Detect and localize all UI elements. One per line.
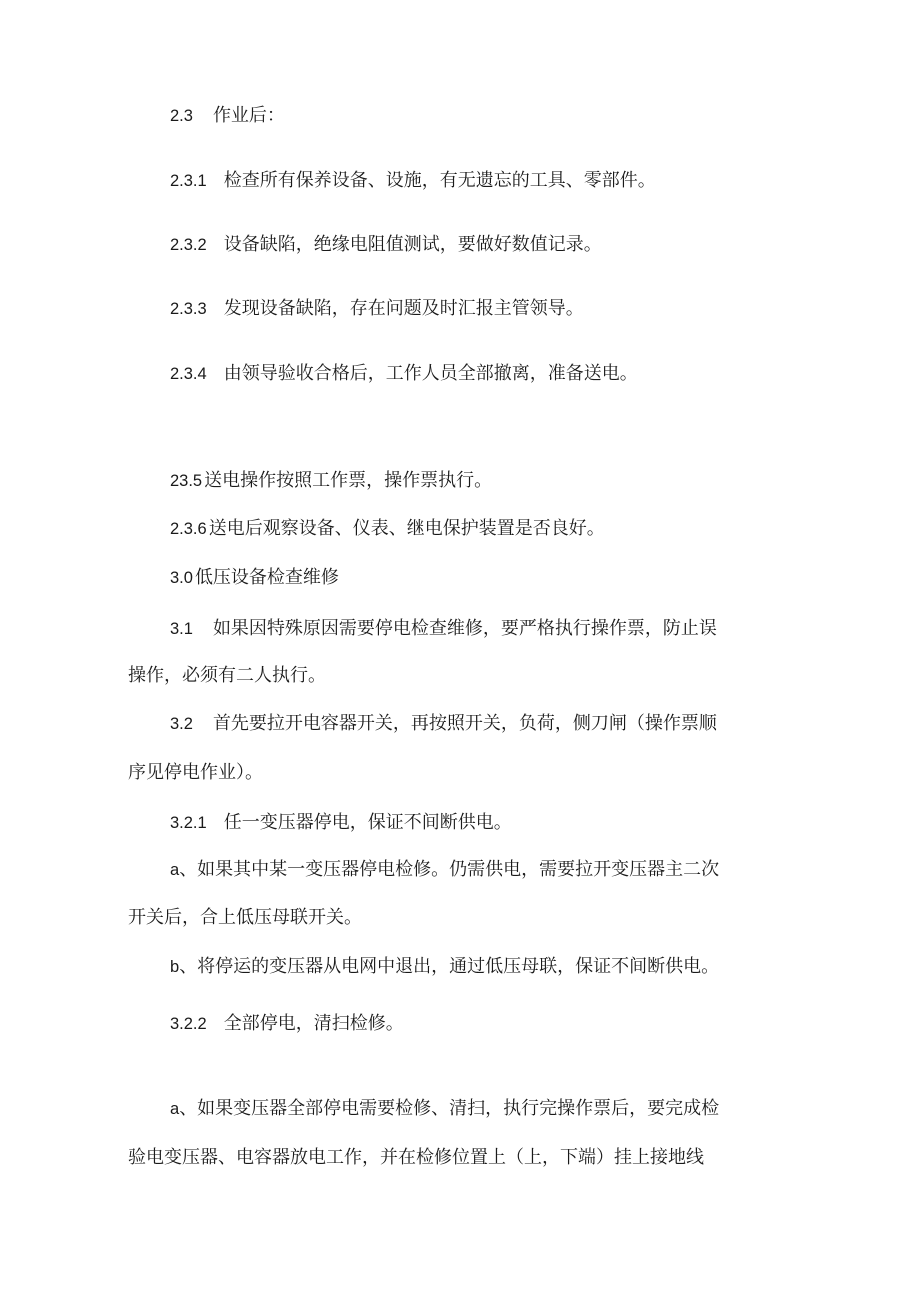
paragraph-text: 送电操作按照工作票，操作票执行。 [204, 470, 493, 491]
paragraph-2-3-2 [170, 233, 602, 257]
paragraph-3-1-continuation: 操作，必须有二人执行。 [128, 665, 326, 686]
paragraph-23-5 [170, 469, 492, 493]
paragraph-3-2-continuation: 序见停电作业）。 [128, 762, 263, 783]
paragraph-text: 发现设备缺陷，存在问题及时汇报主管领导。 [223, 298, 584, 319]
section-number: 2.3.2 [170, 236, 207, 254]
paragraph-text: 由领导验收合格后，工作人员全部撤离，准备送电。 [223, 363, 638, 384]
paragraph-2-3 [170, 104, 285, 128]
section-number: 3.1 [170, 620, 193, 638]
item-letter: a [170, 861, 180, 879]
paragraph-2-3-6 [170, 517, 605, 541]
paragraph-text: 检查所有保养设备、设施，有无遗忘的工具、零部件。 [223, 170, 656, 191]
paragraph-text: 设备缺陷，绝缘电阻值测试，要做好数值记录。 [223, 234, 602, 255]
section-number: 2.3.4 [170, 365, 207, 383]
paragraph-3-2-2 [170, 1012, 404, 1036]
item-letter: a [170, 1100, 180, 1118]
paragraph-3-2-1 [170, 811, 512, 835]
section-number: 3.2.1 [170, 814, 207, 832]
paragraph-3-0 [170, 566, 339, 590]
section-number: 3.2 [170, 715, 193, 733]
paragraph-text: 如果因特殊原因需要停电检查维修，要严格执行操作票，防止误 [212, 618, 717, 639]
section-number: 2.3.6 [170, 520, 207, 538]
paragraph-text: 、如果变压器全部停电需要检修、清扫，执行完操作票后，要完成检 [179, 1098, 720, 1119]
section-number: 2.3 [170, 107, 193, 125]
section-number: 23.5 [170, 472, 203, 490]
paragraph-item-a-2 [170, 1097, 719, 1121]
paragraph-3-1 [170, 617, 717, 641]
paragraph-2-3-1 [170, 169, 656, 193]
section-number: 2.3.1 [170, 172, 207, 190]
paragraph-item-a-2-continuation: 验电变压器、电容器放电工作，并在检修位置上（上，下端）挂上接地线 [128, 1147, 704, 1168]
paragraph-text: 送电后观察设备、仪表、继电保护装置是否良好。 [208, 518, 605, 539]
paragraph-text: 、如果其中某一变压器停电检修。仍需供电，需要拉开变压器主二次 [179, 859, 720, 880]
item-letter: b [170, 958, 180, 976]
paragraph-2-3-4 [170, 362, 638, 386]
paragraph-item-a-1 [170, 858, 719, 882]
section-number: 2.3.3 [170, 300, 207, 318]
paragraph-text: 作业后： [212, 105, 285, 126]
section-number: 3.0 [170, 569, 193, 587]
section-number: 3.2.2 [170, 1015, 207, 1033]
paragraph-3-2 [170, 712, 717, 736]
paragraph-2-3-3 [170, 297, 584, 321]
paragraph-text: 低压设备检查维修 [194, 567, 339, 588]
paragraph-text: 、将停运的变压器从电网中退出，通过低压母联，保证不间断供电。 [179, 956, 720, 977]
paragraph-text: 全部停电，清扫检修。 [223, 1013, 404, 1034]
paragraph-item-a-1-continuation: 开关后，合上低压母联开关。 [128, 907, 362, 928]
paragraph-item-b [170, 955, 719, 979]
paragraph-text: 首先要拉开电容器开关，再按照开关，负荷，侧刀闸（操作票顺 [212, 713, 717, 734]
paragraph-text: 任一变压器停电，保证不间断供电。 [223, 812, 512, 833]
